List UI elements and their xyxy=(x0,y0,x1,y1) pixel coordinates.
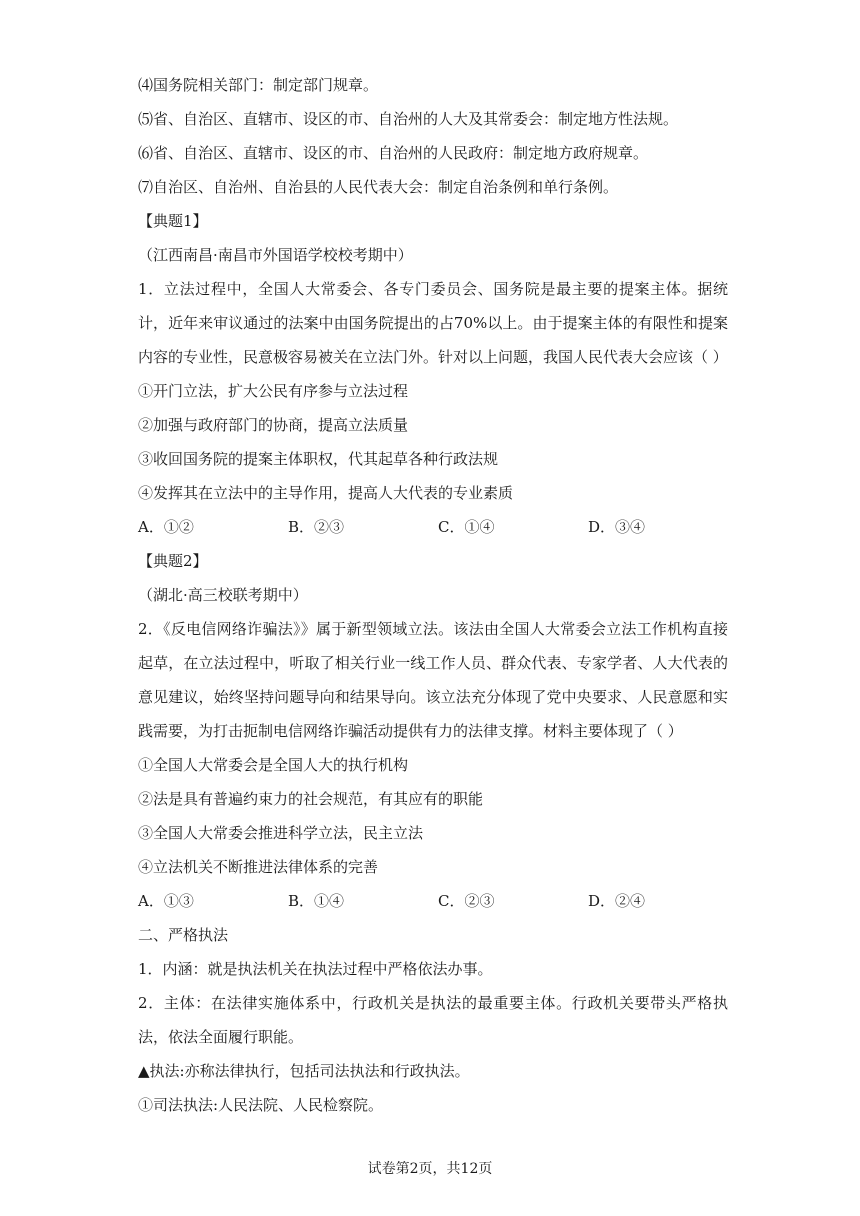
example-heading: 【典题2】 xyxy=(138,552,208,570)
question-stem: 1．立法过程中，全国人大常委会、各专门委员会、国务院是最主要的提案主体。据统计，近年来审议通过的法案中由国务院提出的占70%以上。由于提案主体的有限性和提案内容的专业性，民意极容易被关在立法门外。针对以上问题，我国人民代表大会应该（ ） xyxy=(138,280,728,366)
question-item: ①全国人大常委会是全国人大的执行机构 xyxy=(138,756,409,774)
question-source: （湖北·高三校联考期中） xyxy=(138,586,308,604)
text-line: ⑷国务院相关部门：制定部门规章。 xyxy=(138,76,379,94)
question-source: （江西南昌·南昌市外国语学校校考期中） xyxy=(138,246,413,264)
text-line: 1．内涵：就是执法机关在执法过程中严格依法办事。 xyxy=(138,960,493,978)
section-title: 二、严格执法 xyxy=(138,926,229,944)
paragraph: 2．主体：在法律实施体系中，行政机关是执法的最重要主体。行政机关要带头严格执法，依法全面履行职能。 xyxy=(138,994,728,1046)
question-item: ③收回国务院的提案主体职权，代其起草各种行政法规 xyxy=(138,450,499,468)
text-line: ①司法执法:人民法院、人民检察院。 xyxy=(138,1096,384,1114)
question-stem: 2．《反电信网络诈骗法》》属于新型领域立法。该法由全国人大常委会立法工作机构直接起草，在立法过程中，听取了相关行业一线工作人员、群众代表、专家学者、人大代表的意见建议，始终坚持问题导向和结果导向。该立法充分体现了党中央要求、人民意愿和实践需要，为打击扼制电信网络诈骗活动提供有力的法律支撑。材料主要体现了（ ） xyxy=(138,620,728,740)
text-line: ▲执法:亦称法律执行，包括司法执法和行政执法。 xyxy=(138,1062,470,1080)
option-c[interactable]: C．②③ xyxy=(438,892,495,910)
option-d[interactable]: D．②④ xyxy=(588,892,646,910)
question-item: ③全国人大常委会推进科学立法，民主立法 xyxy=(138,824,424,842)
question-item: ①开门立法，扩大公民有序参与立法过程 xyxy=(138,382,409,400)
option-d[interactable]: D．③④ xyxy=(588,518,646,536)
option-a[interactable]: A．①② xyxy=(138,518,194,536)
text-line: ⑺自治区、自治州、自治县的人民代表大会：制定自治条例和单行条例。 xyxy=(138,178,619,196)
option-a[interactable]: A．①③ xyxy=(138,892,194,910)
question-item: ②加强与政府部门的协商，提高立法质量 xyxy=(138,416,409,434)
question-item: ④立法机关不断推进法律体系的完善 xyxy=(138,858,379,876)
page-footer: 试卷第2页，共12页 xyxy=(367,1161,493,1177)
text-line: ⑸省、自治区、直辖市、设区的市、自治州的人大及其常委会：制定地方性法规。 xyxy=(138,110,679,128)
option-b[interactable]: B．②③ xyxy=(288,518,345,536)
question-item: ②法是具有普遍约束力的社会规范，有其应有的职能 xyxy=(138,790,484,808)
text-line: ⑹省、自治区、直辖市、设区的市、自治州的人民政府：制定地方政府规章。 xyxy=(138,144,649,162)
example-heading: 【典题1】 xyxy=(138,212,208,230)
answer-options xyxy=(138,510,738,544)
option-c[interactable]: C．①④ xyxy=(438,518,495,536)
question-item: ④发挥其在立法中的主导作用，提高人大代表的专业素质 xyxy=(138,484,514,502)
option-b[interactable]: B．①④ xyxy=(288,892,345,910)
page-content xyxy=(138,68,738,1122)
answer-options xyxy=(138,884,738,918)
